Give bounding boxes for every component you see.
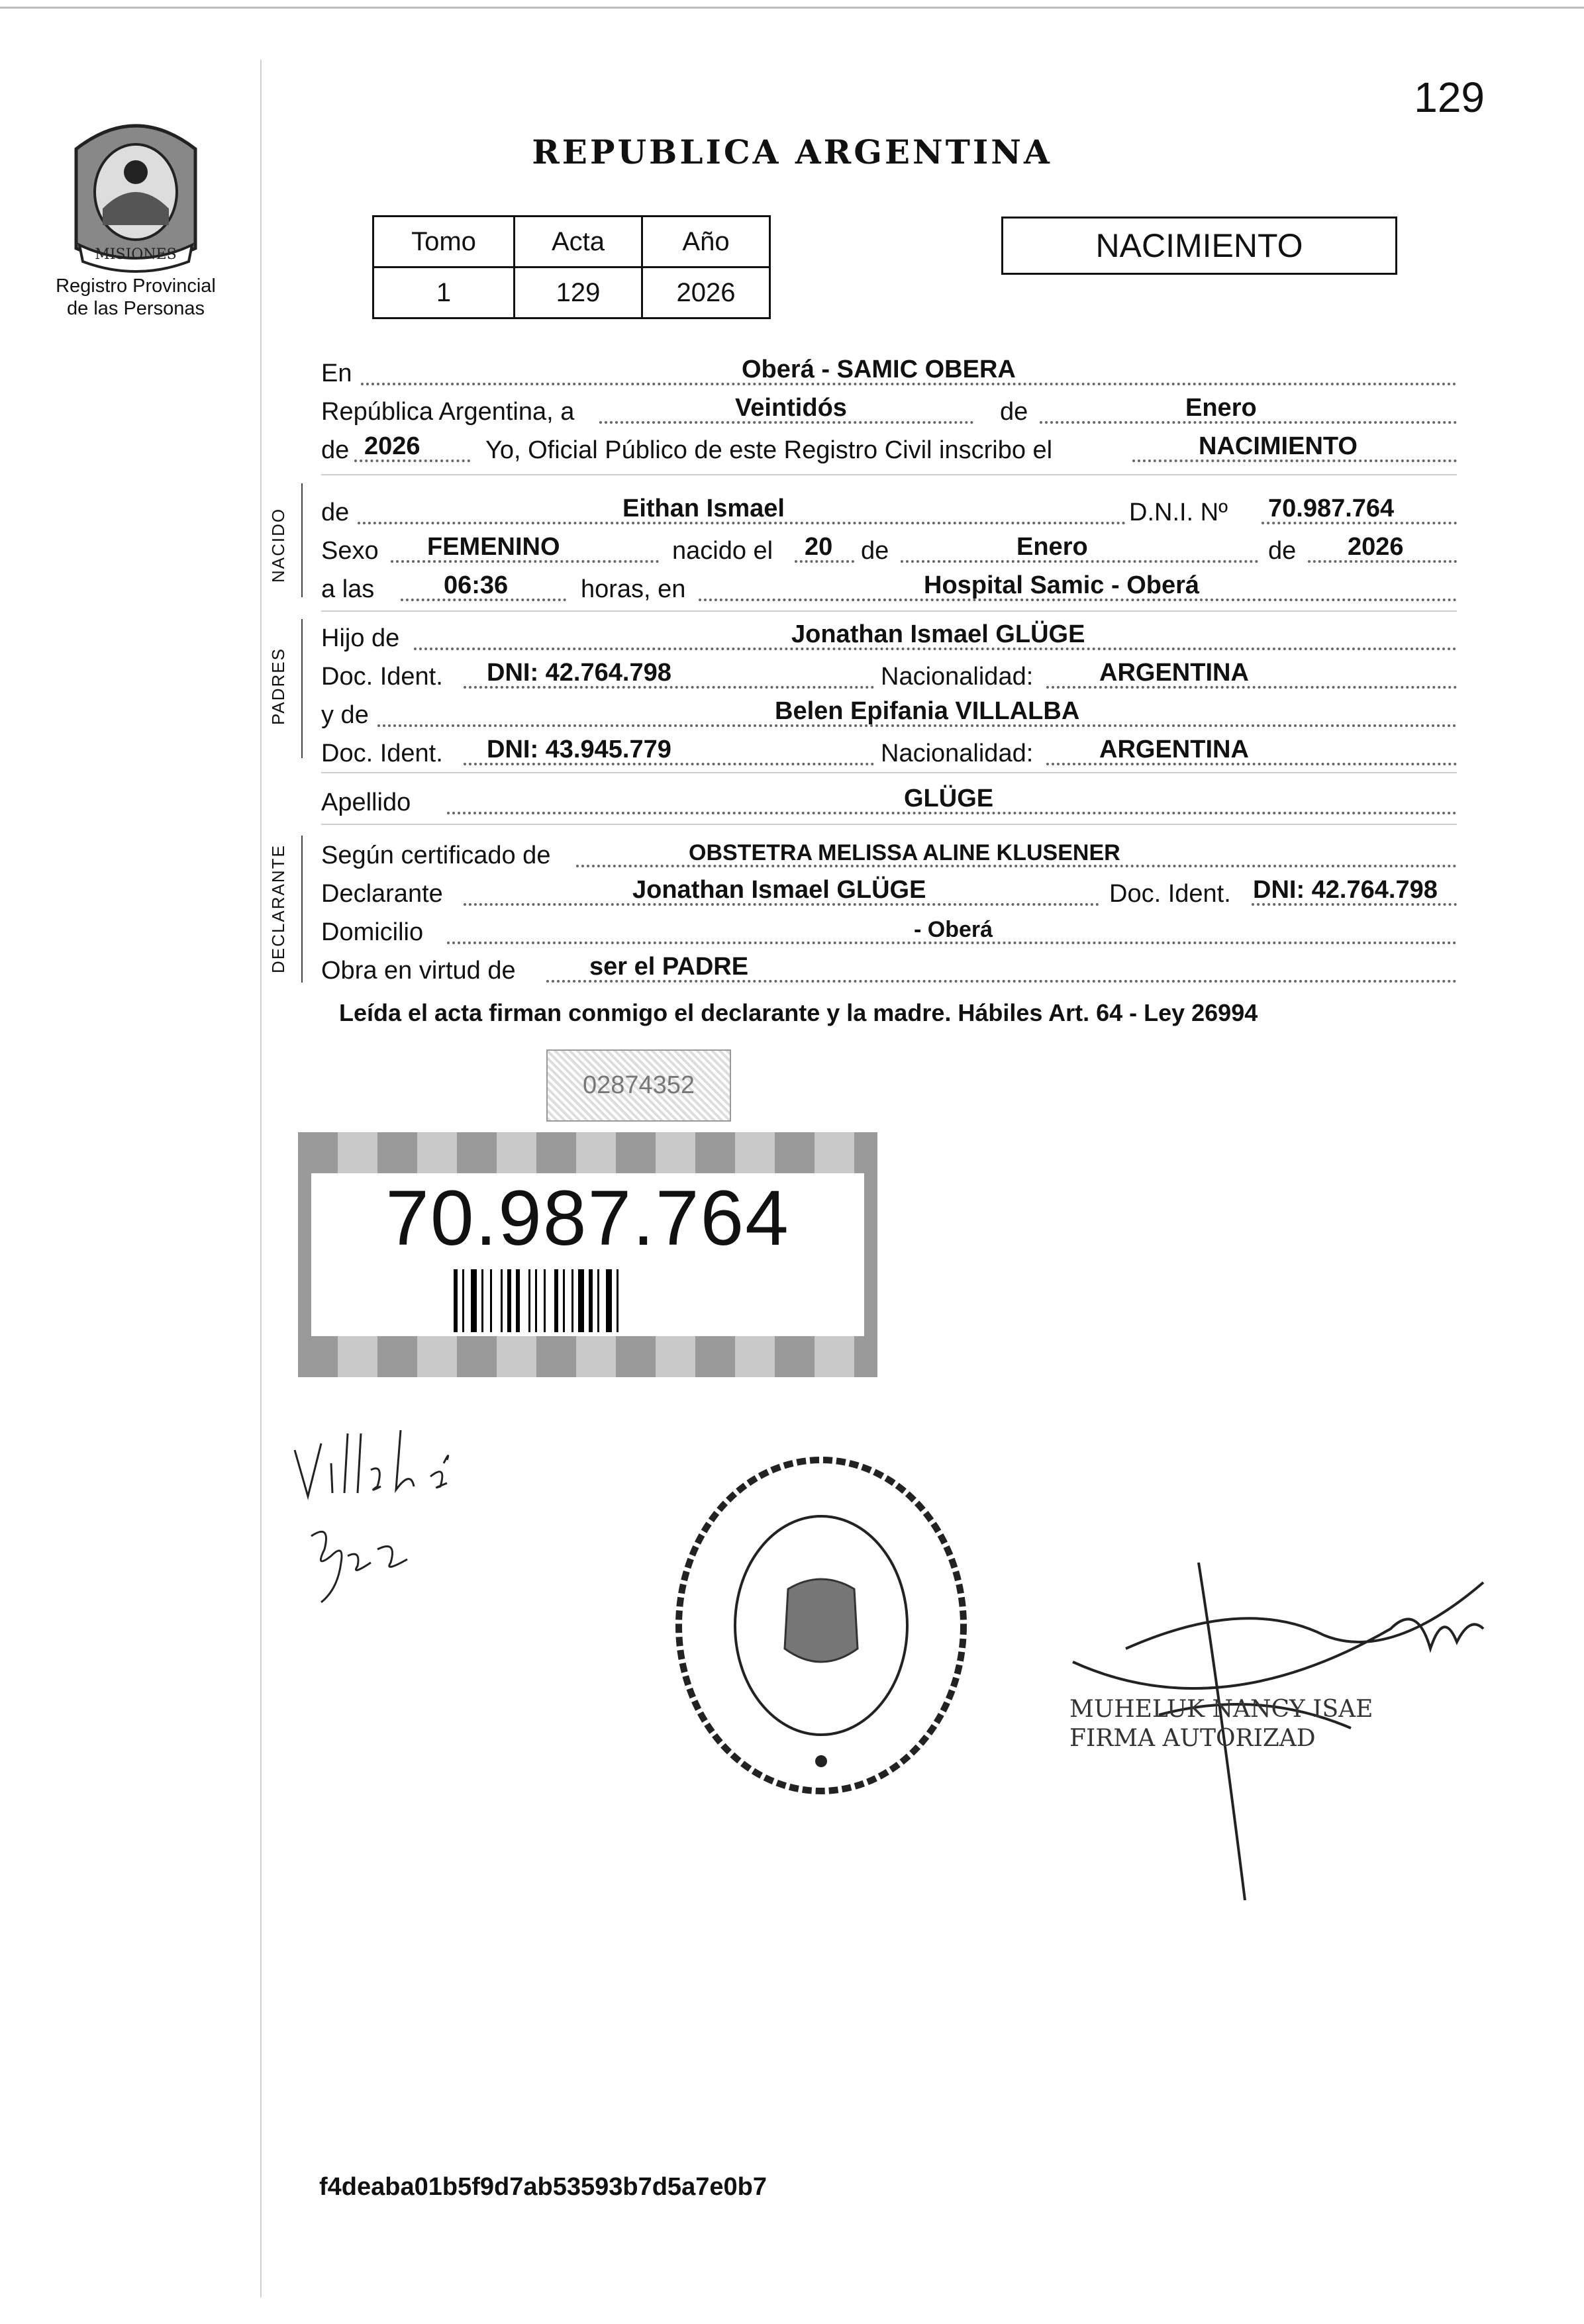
document-hash: f4deaba01b5f9d7ab53593b7d5a7e0b7 — [319, 2173, 767, 2201]
nacido-label: nacido el — [672, 537, 773, 565]
apellido-label: Apellido — [321, 789, 411, 816]
padre-value: Jonathan Ismael GLÜGE — [791, 620, 1085, 648]
madre-nac-value: ARGENTINA — [1099, 736, 1249, 763]
document-title: REPUBLICA ARGENTINA — [532, 132, 1052, 171]
registry-table — [372, 215, 771, 319]
nacido-mes-value: Enero — [1016, 533, 1088, 561]
section-bar-nacido — [301, 483, 303, 597]
anio-value: 2026 — [364, 432, 421, 460]
registry-header-anio: Año — [642, 217, 770, 267]
hora-value: 06:36 — [444, 571, 509, 599]
section-bar-padres — [301, 619, 303, 758]
separator-4 — [321, 824, 1457, 825]
barcode-icon — [454, 1269, 718, 1332]
doc2-label: Doc. Ident. — [321, 740, 443, 767]
mes-value: Enero — [1185, 394, 1257, 422]
de1-label: de — [1000, 398, 1028, 426]
dni-label: D.N.I. Nº — [1129, 499, 1228, 526]
nac2-label: Nacionalidad: — [881, 740, 1034, 767]
authority-name — [1069, 1695, 1373, 1753]
declarante-value: Jonathan Ismael GLÜGE — [632, 876, 926, 904]
yo-label: Yo, Oficial Público de este Registro Civil inscribo el — [485, 436, 1053, 464]
page-number: 129 — [1414, 73, 1485, 121]
row-hijo — [321, 616, 1457, 655]
left-margin-line — [260, 60, 262, 2298]
nacido-dia-value: 20 — [805, 533, 833, 561]
top-border-line — [0, 7, 1584, 9]
en-label: En — [321, 360, 352, 387]
dni-value: 70.987.764 — [1268, 495, 1395, 522]
hijo-label: Hijo de — [321, 624, 400, 652]
yde-label: y de — [321, 701, 369, 729]
republica-label: República Argentina, a — [321, 398, 575, 426]
authority-line1: MUHELUK NANCY ISAE — [1069, 1696, 1373, 1723]
registry-table-header — [373, 217, 770, 267]
separator-1 — [321, 474, 1457, 475]
de2-label: de — [321, 436, 350, 464]
dni-sticker-number: 70.987.764 — [385, 1175, 790, 1262]
row-en — [321, 351, 1457, 391]
row-madre — [321, 693, 1457, 732]
row-inscribo — [321, 428, 1457, 467]
row-domicilio — [321, 910, 1457, 949]
row-sexo — [321, 528, 1457, 568]
obra-value: ser el PADRE — [589, 953, 749, 981]
nacido-anio-value: 2026 — [1348, 533, 1404, 561]
madre-value: Belen Epifania VILLALBA — [775, 697, 1080, 725]
segun-value: OBSTETRA MELISSA ALINE KLUSENER — [689, 840, 1120, 865]
section-label-nacido: NACIDO — [268, 507, 288, 583]
apellido-value: GLÜGE — [904, 785, 994, 812]
padre-nac-value: ARGENTINA — [1099, 659, 1249, 687]
section-label-padres: PADRES — [268, 648, 288, 725]
row-fecha — [321, 389, 1457, 429]
domicilio-label: Domicilio — [321, 918, 424, 946]
doc1-label: Doc. Ident. — [321, 663, 443, 691]
row-doc-madre — [321, 731, 1457, 771]
nombre-value: Eithan Ismael — [622, 495, 785, 522]
row-segun — [321, 833, 1457, 873]
declarante-doc-value: DNI: 42.764.798 — [1253, 876, 1438, 904]
svg-text:MISIONES: MISIONES — [95, 246, 177, 263]
horas-label: horas, en — [581, 575, 686, 603]
security-stamp: 02874352 — [546, 1049, 731, 1122]
inscribo-value: NACIMIENTO — [1199, 432, 1358, 460]
official-seal-icon — [669, 1450, 973, 1801]
registry-caption-line2: de las Personas — [67, 298, 205, 319]
dia-value: Veintidós — [735, 394, 847, 422]
closing-note: Leída el acta firman conmigo el declarante y la madre. Hábiles Art. 64 - Ley 26994 — [339, 999, 1258, 1026]
nac1-label: Nacionalidad: — [881, 663, 1034, 691]
lugar-value: Hospital Samic - Oberá — [924, 571, 1200, 599]
segun-label: Según certificado de — [321, 842, 551, 869]
madre-doc-value: DNI: 43.945.779 — [487, 736, 671, 763]
dni-sticker — [298, 1132, 877, 1377]
registry-header-acta: Acta — [515, 217, 642, 267]
row-nombre — [321, 490, 1457, 530]
dni-sticker-panel — [311, 1173, 864, 1336]
registry-caption-line1: Registro Provincial — [56, 275, 216, 297]
row-hora — [321, 567, 1457, 606]
declarante-label: Declarante — [321, 880, 443, 908]
domicilio-value: - Oberá — [914, 917, 993, 942]
de5-label: de — [1268, 537, 1297, 565]
alas-label: a las — [321, 575, 375, 603]
registry-value-tomo: 1 — [373, 267, 515, 318]
section-bar-declarante — [301, 836, 303, 983]
separator-2 — [321, 610, 1457, 612]
row-doc-padre — [321, 654, 1457, 694]
registry-value-anio: 2026 — [642, 267, 770, 318]
de4-label: de — [861, 537, 889, 565]
registry-caption — [26, 275, 245, 320]
record-type-box: NACIMIENTO — [1001, 217, 1397, 275]
sexo-value: FEMENINO — [427, 533, 560, 561]
registry-table-values — [373, 267, 770, 318]
row-declarante — [321, 871, 1457, 911]
obra-label: Obra en virtud de — [321, 957, 516, 985]
sexo-label: Sexo — [321, 537, 379, 565]
doc3-label: Doc. Ident. — [1109, 880, 1231, 908]
misiones-emblem-icon — [63, 109, 209, 275]
en-value: Oberá - SAMIC OBERA — [742, 356, 1016, 383]
handwritten-signatures — [285, 1424, 510, 1622]
de3-label: de — [321, 499, 350, 526]
registry-header-tomo: Tomo — [373, 217, 515, 267]
row-apellido — [321, 780, 1457, 820]
padre-doc-value: DNI: 42.764.798 — [487, 659, 671, 687]
separator-3 — [321, 772, 1457, 773]
section-label-declarante: DECLARANTE — [268, 844, 288, 973]
registry-value-acta: 129 — [515, 267, 642, 318]
row-obra — [321, 948, 1457, 988]
authority-line2: FIRMA AUTORIZAD — [1069, 1725, 1316, 1752]
